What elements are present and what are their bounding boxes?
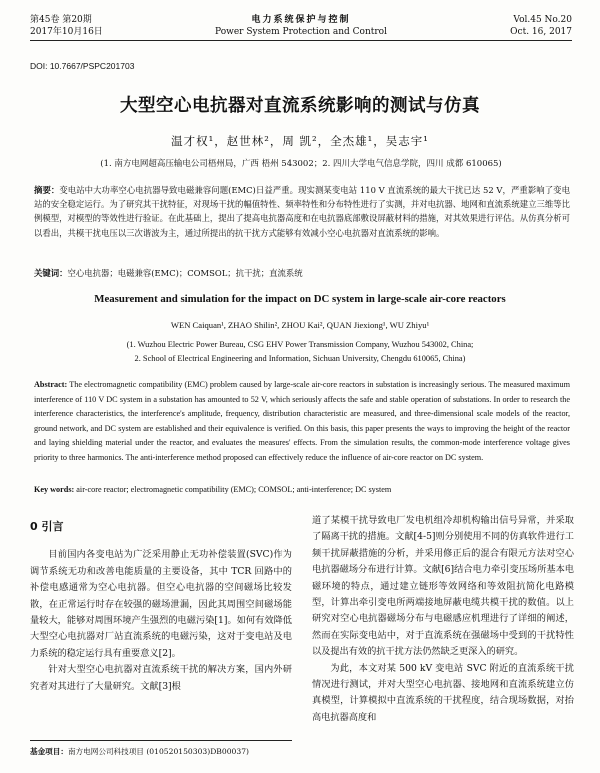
affiliation-en-line: (1. Wuzhou Electric Power Bureau, CSG EHV Power Transmission Company, Wuzhou 543002, China;	[126, 340, 474, 349]
date-en: Oct. 16, 2017	[510, 27, 572, 37]
body-paragraph: 目前国内各变电站为广泛采用静止无功补偿装置(SVC)作为调节系统无功和改善电能质量的主要设备，其中 TCR 回路中的补偿电感通常为空心电抗器。但空心电抗器的空间磁场比较发散，在正常运行时存在较强的磁场泄漏，因此其周围空间磁场能量较大，能够对周围环境产生强烈的电磁污染[1]。如何有效降低大型空心电抗器对厂站直流系统的电磁污染，这对于变电站及电力系统的稳定运行具有重要意义[2]。	[30, 549, 292, 659]
page-header	[30, 14, 572, 54]
funding-footnote	[30, 740, 292, 757]
journal-title-en: Power System Protection and Control	[215, 27, 387, 37]
authors-en: WEN Caiquan¹, ZHAO Shilin², ZHOU Kai², QUAN Jiexiong¹, WU Zhiyu¹	[170, 320, 430, 330]
paper-title-en: Measurement and simulation for the impact on DC system in large-scale air-core reactors	[94, 293, 506, 305]
abstract-zh-label: 摘要：	[34, 185, 60, 195]
paper-title-zh: 大型空心电抗器对直流系统影响的测试与仿真	[120, 96, 480, 116]
affiliation-zh: (1. 南方电网超高压输电公司梧州局，广西 梧州 543002；2. 四川大学电气信息学院，四川 成都 610065)	[100, 159, 502, 169]
keywords-en-label: Key words:	[34, 485, 75, 494]
body-paragraph: 为此，本文对某 500 kV 变电站 SVC 附近的直流系统干扰情况进行测试，并对大型空心电抗器、接地网和直流系统建立仿真模型，计算模拟中直流系统的干扰程度，结合现场数据，对抬高电抗器高度和	[312, 662, 574, 723]
date-zh: 2017年10月16日	[30, 27, 103, 37]
funding-label: 基金项目：	[30, 747, 68, 756]
doi: DOI: 10.7667/PSPC201703	[30, 61, 135, 71]
keywords-zh-text: 空心电抗器；电磁兼容(EMC)；COMSOL；抗干扰；直流系统	[67, 268, 303, 278]
abstract-zh	[34, 183, 570, 240]
volume-en: Vol.45 No.20	[513, 15, 572, 25]
section-heading: 0 引言	[30, 520, 64, 533]
keywords-zh-label: 关键词：	[34, 268, 68, 278]
body-column-left	[30, 519, 292, 695]
header-center	[30, 14, 572, 38]
abstract-zh-text: 变电站中大功率空心电抗器导致电磁兼容问题(EMC)日益严重。现实测某变电站 110 V 直流系统的最大干扰已达 52 V，严重影响了变电站的安全稳定运行。为了研究其干扰特征，对现场干扰的幅值特性、频率特性和分布特性进行了实测，并对电抗器、地网和直流系统建立三维等比例模型，对模型的等效性进行验证。在此基础上，提出了提高电抗器高度和在电抗器底部敷设屏蔽材料的措施，对其效果进行评估。从仿真分析可以看出，共模干扰电压以三次谐波为主，通过所提出的抗干扰方式能够有效减小空心电抗器对直流系统的影响。	[34, 185, 570, 238]
authors-zh: 温才权¹，赵世林²，周 凯²，全杰雄¹，吴志宇¹	[171, 134, 429, 148]
affiliation-en-line: 2. School of Electrical Engineering and Information, Sichuan University, Chengdu 610065, China)	[134, 354, 466, 363]
body-paragraph: 针对大型空心电抗器对直流系统干扰的解决方案，国内外研究者对其进行了大量研究。文献[3]根	[30, 664, 292, 692]
body-paragraph: 道了某模干扰导致电厂发电机组冷却机构输出信号异常，并采取了隔离干扰的措施。文献[4-5]则分别使用不同的仿真软件进行工频干扰屏蔽措施的分析，并采用修正后的混合有限元方法对空心电抗器磁场分布进行计算。文献[6]结合电力牵引变压场所基本电磁环境的特点，通过建立链形等效网络和等效阻抗简化电路模型，计算出牵引变电所两端接地屏蔽电缆共模干扰的数值。以上研究对空心电抗器磁场分布与电磁感应机理进行了详细的阐述，然而在实际变电站中，对于直流系统在强磁场中受到的干扰特性以及提出有效的抗干扰方法仍然缺乏更深入的研究。	[312, 515, 574, 658]
funding-text: 南方电网公司科技项目 (010520150303)DB00037)	[67, 747, 250, 756]
keywords-en	[34, 484, 570, 496]
affiliation-en	[40, 338, 560, 366]
abstract-en-label: Abstract:	[34, 380, 68, 389]
body-column-right	[312, 513, 574, 726]
abstract-en	[34, 378, 570, 466]
header-rule	[30, 40, 572, 41]
journal-title-zh: 电力系统保护与控制	[251, 15, 351, 25]
abstract-en-text: The electromagnetic compatibility (EMC) problem caused by large-scale air-core reactors in substation is increasingly serious. The measured maximum interference of 110 V DC system in a substation has amounted to 52 V, which seriously affects the safe and stable operation of substations. In order to research the interference characteristics, the interference's amplitude, frequency, distribution characteristic are measured, and three-dimensional scale models of the reactor, ground network, and DC system are established and their equivalence is verified. On this basis, this paper presents the ways to improving the height of the reactor and laying shielding material under the reactor, and evaluates the measures' effects. From the simulation results, the common-mode interference voltage gives priority to three harmonics. The anti-interference method proposed can effectively reduce the influence of air-core reactor on DC system.	[34, 380, 570, 462]
header-right	[510, 14, 572, 38]
keywords-zh	[34, 267, 570, 280]
volume-zh: 第45卷 第20期	[30, 15, 92, 25]
keywords-en-text: air-core reactor; electromagnetic compatibility (EMC); COMSOL; anti-interference; DC system	[76, 485, 392, 494]
